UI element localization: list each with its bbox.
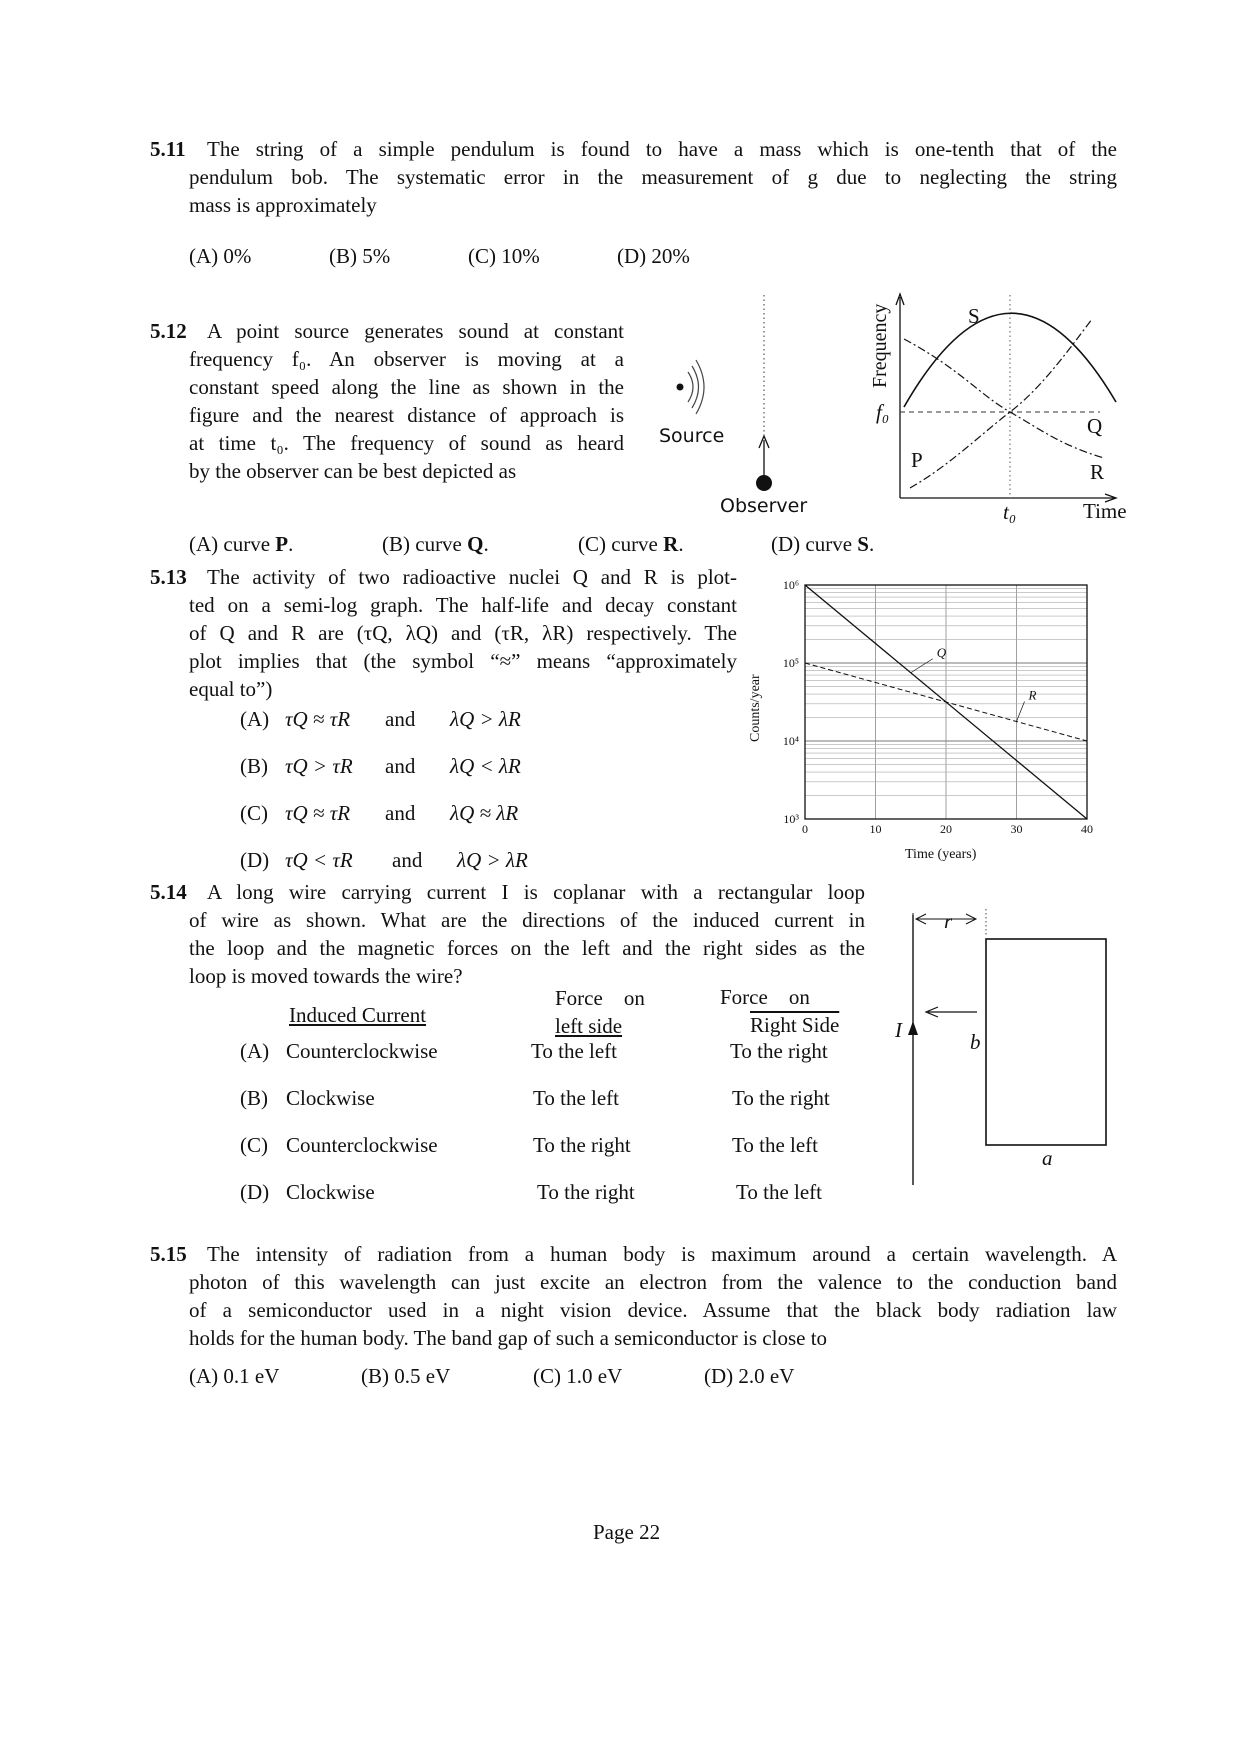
question-text: of wire as shown. What are the directions of the induced current in <box>189 908 865 932</box>
t0-label: t₀ <box>1003 500 1017 524</box>
a-label: a <box>1042 1146 1053 1170</box>
header-right-side: Right Side <box>750 1013 840 1037</box>
x-tick-label: 30 <box>1010 822 1023 836</box>
question-text: the loop and the magnetic forces on the left and the right sides as the <box>189 936 865 960</box>
option-b: (B) 5% <box>329 244 391 268</box>
rectangular-loop <box>986 939 1106 1145</box>
question-number: 5.15 <box>150 1242 187 1266</box>
option-a: (A) 0% <box>189 244 252 268</box>
source-dot <box>677 384 684 391</box>
question-text: photon of this wavelength can just excite an electron from the valence to the conduction band <box>189 1270 1117 1294</box>
question-text: The string of a simple pendulum is found to have a mass which is one-tenth that of the <box>207 137 1117 161</box>
question-text: holds for the human body. The band gap of such a semiconductor is close to <box>189 1326 828 1350</box>
question-text: equal to”) <box>189 677 273 701</box>
curve-label-p: P <box>911 448 923 472</box>
series-label-q: Q <box>936 644 947 660</box>
series-label-r: R <box>1028 687 1037 703</box>
option-d: (D) 20% <box>617 244 690 268</box>
y-tick-label: 10⁶ <box>782 578 799 592</box>
question-text: ted on a semi-log graph. The half-life and decay constant <box>189 593 737 617</box>
option-b: (B) curve Q. <box>382 532 489 556</box>
question-text: The activity of two radioactive nuclei Q and R is plot- <box>207 565 737 589</box>
header-left-side: left side <box>555 1014 623 1038</box>
curve-label-q: Q <box>1087 414 1103 438</box>
question-text: loop is moved towards the wire? <box>189 964 463 988</box>
option-c: (C) 10% <box>468 244 540 268</box>
question-text: at time t₀. The frequency of sound as heard <box>189 431 624 455</box>
current-label: I <box>895 1018 902 1042</box>
question-number: 5.12 <box>150 319 187 343</box>
x-tick-label: 10 <box>869 822 882 836</box>
curve-r <box>904 339 1104 458</box>
source-label: Source <box>659 425 725 447</box>
y-tick-label: 10³ <box>783 812 799 826</box>
curve-label-s: S <box>968 304 980 328</box>
chart-x-label: Time (years) <box>905 847 977 862</box>
y-tick-label: 10⁴ <box>782 734 799 748</box>
curve-label-r: R <box>1090 460 1105 484</box>
option-a: (A) curve P. <box>189 532 294 556</box>
question-text: A point source generates sound at constant <box>207 319 624 343</box>
question-text: The intensity of radiation from a human body is maximum around a certain wavelength. A <box>207 1242 1117 1266</box>
question-text: by the observer can be best depicted as <box>189 459 517 483</box>
question-text: figure and the nearest distance of approach is <box>189 403 624 427</box>
frequency-axis-label: Frequency <box>869 303 891 388</box>
y-tick-label: 10⁵ <box>782 656 799 670</box>
option-d: (D) 2.0 eV <box>704 1364 795 1388</box>
series-leader-line <box>1017 702 1025 722</box>
header-right-force: Force on <box>720 985 810 1009</box>
option-a: (A) 0.1 eV <box>189 1364 280 1388</box>
time-axis-label: Time <box>1083 499 1127 523</box>
f0-label: f₀ <box>876 400 890 424</box>
source-observer-figure <box>640 290 820 520</box>
option-d: (D) curve S. <box>771 532 875 556</box>
observer-dot <box>756 475 772 491</box>
option-c: (C) 1.0 eV <box>533 1364 623 1388</box>
x-tick-label: 0 <box>802 822 808 836</box>
x-tick-label: 40 <box>1081 822 1093 836</box>
question-text: frequency f₀. An observer is moving at a <box>189 347 624 371</box>
question-number: 5.13 <box>150 565 187 589</box>
question-text: A long wire carrying current I is coplanar with a rectangular loop <box>207 880 865 904</box>
b-label: b <box>970 1030 981 1054</box>
question-text: of a semiconductor used in a night vision device. Assume that the black body radiation law <box>189 1298 1117 1322</box>
question-number: 5.11 <box>150 137 186 161</box>
curve-p <box>910 319 1092 488</box>
chart-y-label: Counts/year <box>748 674 763 742</box>
question-text: plot implies that (the symbol “≈” means “approximately <box>189 649 737 673</box>
header-left-force: Force on <box>555 986 645 1010</box>
x-tick-label: 20 <box>940 822 952 836</box>
frequency-time-graph <box>860 285 1140 525</box>
question-number: 5.14 <box>150 880 187 904</box>
header-induced-current: Induced Current <box>289 1003 427 1027</box>
question-text: constant speed along the line as shown in the <box>189 375 624 399</box>
page-number: Page 22 <box>593 1520 661 1544</box>
question-text: of Q and R are (τQ, λQ) and (τR, λR) respectively. The <box>189 621 737 645</box>
current-arrow-icon <box>908 1021 918 1035</box>
exam-page: 5.11 The string of a simple pendulum is found to have a mass which is one-tenth that of the pendulum bob. The systematic error in the measurement of g due to neglecting the string mass is approximately (A) 0% (B) 5% (C) 10% (D) 20% 5.12 A point source generates sound at constant frequency f₀. An observer is moving at a constant speed along the line as shown in the figure and the nearest distance of approach is at time t₀. The frequency of sound as heard by the observer can be best depicted as Source Observer Frequency f₀ t₀ Time S Q P R (A) curve P. (B) curve Q. (C) curve R. (D) curve S. 5.13 The activity of two radioactive nuclei Q and R is plot- ted on a semi-log graph. The half-life and decay constant of Q and R are (τQ, λQ) and (τR, λR) respectively. The plot implies that (the symbol “≈” means “approximately equal to”) (A) τQ ≈ τR and λQ > λR (B) τQ > τR and λQ < λR (C) τQ ≈ τR and λQ ≈ λR (D) τQ < τR and λQ > λR 0 10 20 30 40 10³ 10⁴ 10⁵ 10⁶ Q R Counts/year Time (years) 5.14 A long wire carrying current I is coplanar with a rectangular loop of wire as shown. What are the directions of the induced current in the loop and the magnetic forces on the left and the right sides as the loop is moved towards the wire? Induced Current Force on left side Force on Right Side (A) Counterclockwise To the left To the right (B) Clockwise To the left To the right (C) Counterclockwise To the right To the left (D) Clockwise To the right To the left r I b a 5.15 The intensity of radiation from a human body is maximum around a certain wavelength. A photon of this wavelength can just excite an electron from the valence to the conduction band of a semiconductor used in a night vision device. Assume that the black body radiation law holds for the human body. The band gap of such a semiconductor is close to (A) 0.1 eV (B) 0.5 eV (C) 1.0 eV (D) 2.0 eV Page 22 <box>0 0 1240 1755</box>
question-text: pendulum bob. The systematic error in the measurement of g due to neglecting the string <box>189 165 1117 189</box>
observer-label: Observer <box>720 495 808 517</box>
r-label: r <box>944 909 953 933</box>
question-text: mass is approximately <box>189 193 377 217</box>
semi-log-chart <box>740 575 1100 865</box>
option-c: (C) curve R. <box>578 532 684 556</box>
option-b: (B) 0.5 eV <box>361 1364 451 1388</box>
wire-loop-figure <box>880 895 1120 1195</box>
